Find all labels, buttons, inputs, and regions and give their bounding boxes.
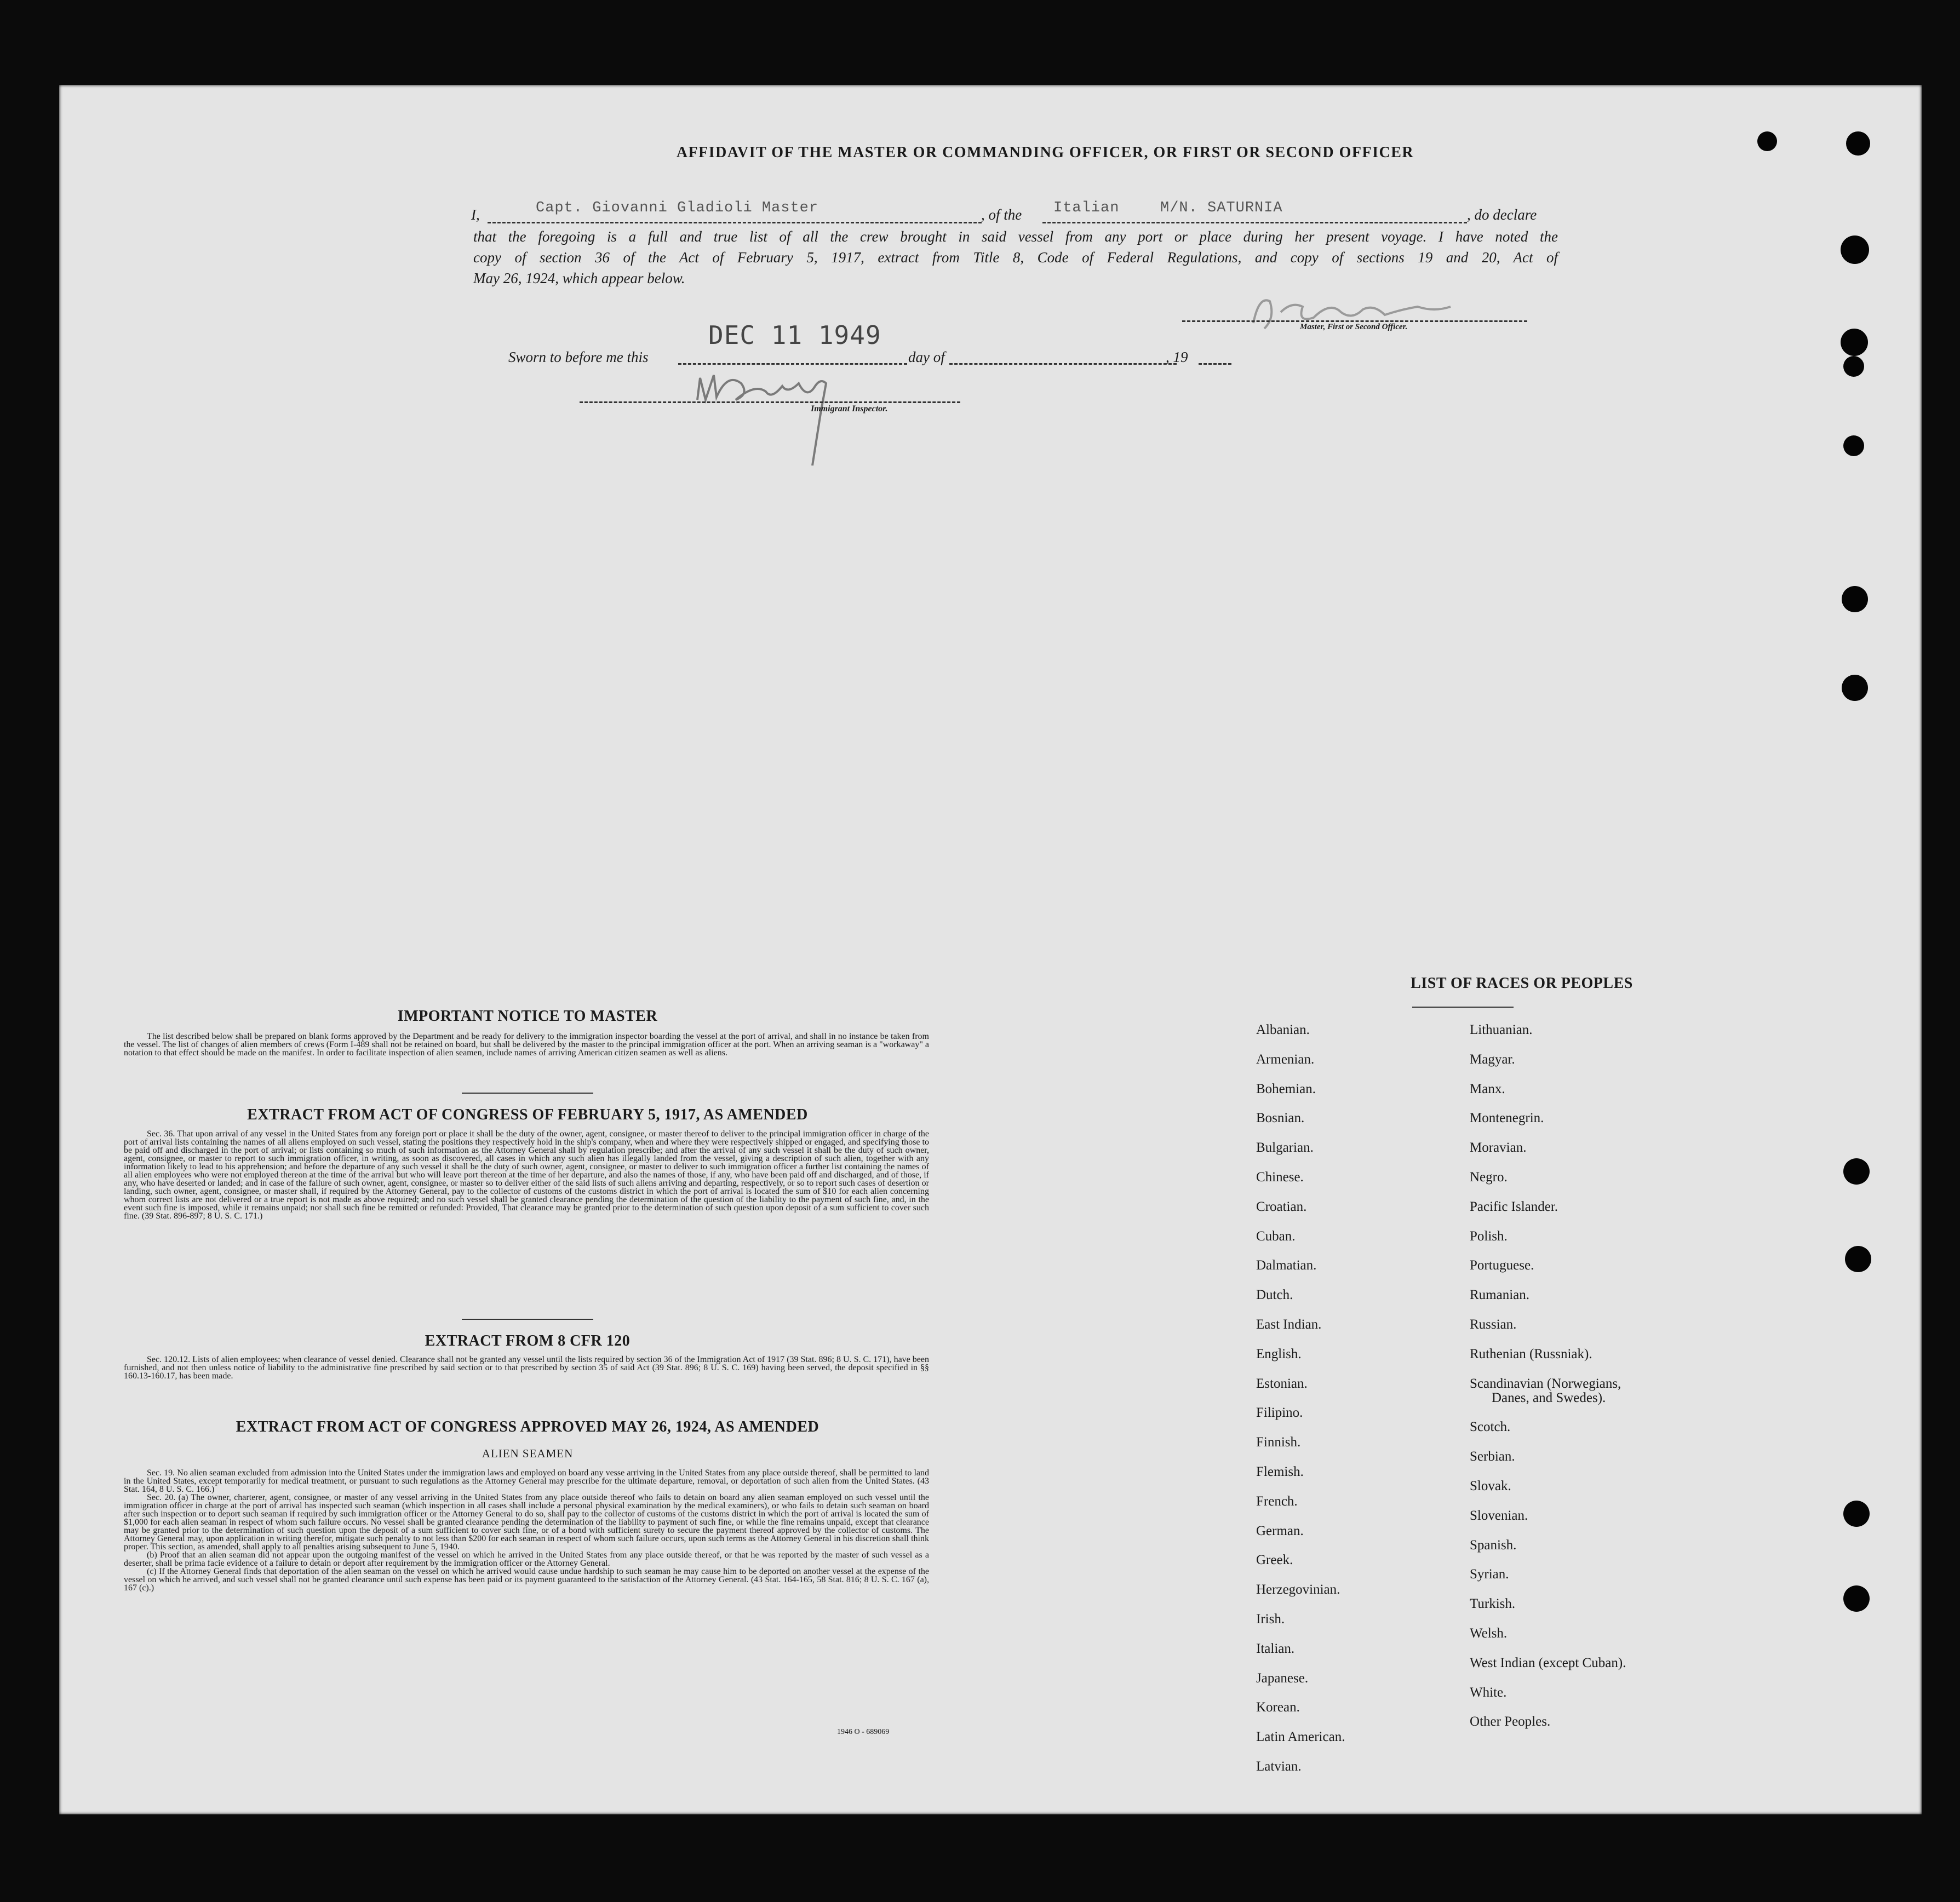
punch-hole bbox=[1843, 1585, 1870, 1612]
race-item: Moravian. bbox=[1470, 1140, 1527, 1156]
race-item: Cuban. bbox=[1256, 1228, 1296, 1244]
race-item: Welsh. bbox=[1470, 1626, 1508, 1641]
sworn-label: Sworn to before me this bbox=[508, 349, 649, 365]
race-item: Turkish. bbox=[1470, 1596, 1516, 1612]
inspector-signature-line bbox=[580, 401, 960, 403]
master-caption: Master, First or Second Officer. bbox=[1300, 323, 1408, 331]
race-item: Finnish. bbox=[1256, 1435, 1301, 1450]
race-item: Danes, and Swedes). bbox=[1492, 1390, 1606, 1405]
punch-hole bbox=[1843, 1501, 1870, 1527]
punch-hole bbox=[1842, 586, 1868, 612]
race-item: Greek. bbox=[1256, 1553, 1293, 1568]
race-item: Rumanian. bbox=[1470, 1288, 1530, 1303]
affidavit-line-3: copy of section 36 of the Act of February 5, 1917, extract from Title 8, Code of Federal Regulations, and copy of sections 19 and 20, Act of bbox=[473, 249, 1558, 266]
race-item: Dutch. bbox=[1256, 1288, 1293, 1303]
race-item: West Indian (except Cuban). bbox=[1470, 1655, 1626, 1670]
inspector-caption: Immigrant Inspector. bbox=[811, 404, 888, 413]
notice-body: The list described below shall be prepared on blank forms approved by the Department and be ready for delivery to the immigration inspector boarding the vessel at the port of arrival, and shall in no instance be taken from the vessel. The list of changes of alien members of crews (Form I-489 shall not be retained on board, but shall be delivered by the master to the principal immigration officer at the port. When an arriving seaman is a "workaway" a notation to that effect should be made on the manifest. In order to facilitate inspection of alien seamen, include names of arriving American citizen seamen as well as aliens. bbox=[124, 1032, 929, 1058]
punch-hole bbox=[1757, 131, 1777, 151]
race-item: Magyar. bbox=[1470, 1051, 1515, 1067]
punch-hole bbox=[1843, 1158, 1870, 1185]
race-item: White. bbox=[1470, 1685, 1507, 1700]
punch-hole bbox=[1841, 235, 1869, 264]
extract-cfr-title: EXTRACT FROM 8 CFR 120 bbox=[425, 1332, 631, 1349]
print-code: 1946 O - 689069 bbox=[837, 1728, 890, 1736]
race-item: Montenegrin. bbox=[1470, 1111, 1544, 1126]
race-item: Bohemian. bbox=[1256, 1081, 1316, 1096]
race-item: Bosnian. bbox=[1256, 1111, 1305, 1126]
date-stamp: DEC 11 1949 bbox=[708, 320, 881, 350]
affidavit-i-label: I, bbox=[471, 206, 480, 223]
month-line bbox=[949, 363, 1177, 365]
sec-20b: (b) Proof that an alien seaman did not appear upon the outgoing manifest of the vessel on which he arrived in the United States from any place outside thereof, or that he was reported by the master of such vessel as a deserter, shall be prima facie evidence of a failure to detain or deport after requirement by the immigration officer or the Attorney General. bbox=[124, 1550, 929, 1568]
race-item: Korean. bbox=[1256, 1700, 1300, 1715]
extract-1924-title: EXTRACT FROM ACT OF CONGRESS APPROVED MAY 26, 1924, AS AMENDED bbox=[236, 1418, 819, 1435]
notice-title: IMPORTANT NOTICE TO MASTER bbox=[397, 1008, 658, 1025]
extract-1917-title: EXTRACT FROM ACT OF CONGRESS OF FEBRUARY 5, 1917, AS AMENDED bbox=[247, 1106, 808, 1123]
sec-19: Sec. 19. No alien seaman excluded from admission into the United States under the immigration laws and employed on board any vesse arriving in the United States from any place outside thereof, shall be permitted to land in the United States, except temporarily for medical treatment, or pursuant to such regulations as the Attorney General may prescribe for the ultimate departure, removal, or deportation of such alien from the United States. (43 Stat. 164, 8 U. S. C. 166.) bbox=[124, 1468, 929, 1494]
day-of-label: day of bbox=[908, 349, 945, 365]
race-item: Negro. bbox=[1470, 1170, 1508, 1185]
race-item: Latvian. bbox=[1256, 1759, 1302, 1774]
races-divider bbox=[1412, 1007, 1514, 1008]
race-item: Chinese. bbox=[1256, 1170, 1304, 1185]
sec-20c: (c) If the Attorney General finds that deportation of the alien seaman on the vessel on which he arrived would cause undue hardship to such seaman he may cause him to be deported on another vessel at the expense of the vessel on which he arrived, and such vessel shall not be granted clearance until such expense has been paid or its payment guaranteed to the satisfaction of the Attorney General. (43 Stat. 164-165, 58 Stat. 816; 8 U. S. C. 167 (a), 167 (c).) bbox=[124, 1567, 929, 1593]
race-item: Estonian. bbox=[1256, 1376, 1308, 1391]
race-item: Flemish. bbox=[1256, 1464, 1304, 1479]
race-item: Pacific Islander. bbox=[1470, 1199, 1558, 1214]
race-item: Japanese. bbox=[1256, 1670, 1309, 1686]
race-item: English. bbox=[1256, 1346, 1302, 1361]
race-item: Other Peoples. bbox=[1470, 1714, 1551, 1729]
race-item: Scandinavian (Norwegians, bbox=[1470, 1376, 1621, 1391]
extract-1924-body bbox=[124, 1469, 929, 1592]
punch-hole bbox=[1842, 675, 1868, 701]
race-item: Dalmatian. bbox=[1256, 1258, 1317, 1273]
race-item: Spanish. bbox=[1470, 1537, 1517, 1553]
alien-seamen-subtitle: ALIEN SEAMEN bbox=[482, 1447, 574, 1460]
race-item: Filipino. bbox=[1256, 1405, 1303, 1421]
sec-20a: Sec. 20. (a) The owner, charterer, agent, consignee, or master of any vessel arriving in the United States from any place outside thereof who fails to detain on board any alien seaman employed on such vessel until the immigration officer in charge at the port of arrival has inspected such seaman (which inspection in all cases shall include a personal physical examination by the medical examiners), or who fails to detain such seaman on board after such inspection or to deport such seaman if required by such immigration officer or the Attorney General to do so, shall pay to the collector of customs of the customs district in which the port of arrival is located the sum of $1,000 for each alien seaman in respect of whom such failure occurs. No vessel shall be granted clearance pending the determination of the liability to payment of such fine, or while the fine remains unpaid, except that clearance may be granted prior to the determination of such question upon the deposit of a sum sufficient to cover such fine, or of a bond with sufficient surety to secure the payment thereof approved by the collector of customs. The Attorney General may, upon application in writing therefor, mitigate such penalty to not less than $200 for each seaman in respect of whom such failure occurs, upon such terms as the Attorney General in his discretion shall think proper. This section, as amended, shall apply to all penalties arising subsequent to June 5, 1940. bbox=[124, 1493, 929, 1552]
punch-hole bbox=[1846, 131, 1870, 156]
race-item: Scotch. bbox=[1470, 1420, 1511, 1435]
race-item: Irish. bbox=[1256, 1612, 1285, 1627]
punch-hole bbox=[1841, 329, 1868, 356]
race-item: Slovak. bbox=[1470, 1479, 1511, 1493]
year-prefix: , 19 bbox=[1166, 349, 1188, 365]
document-page bbox=[59, 85, 1922, 1814]
punch-hole bbox=[1843, 435, 1864, 456]
races-title: LIST OF RACES OR PEOPLES bbox=[1411, 975, 1633, 992]
race-item: Albanian. bbox=[1256, 1022, 1310, 1037]
vessel-line bbox=[1042, 222, 1467, 223]
race-item: Armenian. bbox=[1256, 1051, 1315, 1067]
race-item: Russian. bbox=[1470, 1317, 1517, 1332]
race-item: Serbian. bbox=[1470, 1449, 1515, 1464]
year-line bbox=[1199, 363, 1231, 365]
divider bbox=[462, 1319, 593, 1320]
of-the-label: , of the bbox=[981, 206, 1022, 223]
extract-cfr-body: Sec. 120.12. Lists of alien employees; when clearance of vessel denied. Clearance shall not be granted any vessel until the lists required by section 36 of the Immigration Act of 1917 (39 Stat. 896; 8 U. S. C. 171), have been furnished, and not then unless notice of liability to the administrative fine prescribed by said section or to that prescribed by section 35 of said Act (39 Stat. 896; 8 U. S. C. 169) having been served, the deposit specified in §§ 160.13-160.17, has been made. bbox=[124, 1355, 929, 1381]
race-item: Polish. bbox=[1470, 1228, 1508, 1244]
punch-hole bbox=[1845, 1246, 1871, 1272]
race-item: Croatian. bbox=[1256, 1199, 1307, 1214]
declarant-line bbox=[488, 222, 982, 223]
affidavit-line-2: that the foregoing is a full and true list of all the crew brought in said vessel from any port or place during her present voyage. I have noted the bbox=[473, 228, 1558, 245]
race-item: Manx. bbox=[1470, 1081, 1505, 1096]
punch-hole bbox=[1843, 356, 1864, 377]
race-item: Bulgarian. bbox=[1256, 1140, 1314, 1156]
affidavit-line-4: May 26, 1924, which appear below. bbox=[473, 270, 685, 286]
race-item: Slovenian. bbox=[1470, 1508, 1528, 1523]
affidavit-title: AFFIDAVIT OF THE MASTER OR COMMANDING OFFICER, OR FIRST OR SECOND OFFICER bbox=[676, 144, 1414, 161]
extract-1917-body: Sec. 36. That upon arrival of any vessel in the United States from any foreign port or place it shall be the duty of the owner, agent, consignee, or master thereof to deliver to the principal immigration officer in charge of the port of arrival lists containing the names of all aliens employed on such vessel, stating the positions they respectively hold in the ship's company, when and where they were respectively shipped or engaged, and specifying those to be paid off and discharged in the port of arrival; or lists containing so much of such information as the Attorney General shall by regulation prescribe; and after the arrival of any such vessel it shall be the duty of such owner, agent, consignee, or master to report to such immigration officer, in writing, as soon as discovered, all cases in which any such alien has illegally landed from the vessel, giving a description of such alien, together with any information likely to lead to his apprehension; and before the departure of any such vessel it shall be the duty of such owner, agent, consignee, or master to deliver to such immigration officer a further list containing the names of all alien employees who were not employed thereon at the time of the arrival but who will leave port thereon at the time of her departure, and also the names of those, if any, who have been paid off and discharged, and of those, if any, who have deserted or landed; and in case of the failure of such owner, agent, consignee, or master so to deliver either of the said lists of such aliens arriving and departing, respectively, or so to report such cases of desertion or landing, such owner, agent, consignee, or master shall, if required by the Attorney General, pay to the collector of customs of the customs district in which the port of arrival is located the sum of $10 for each alien concerning whom correct lists are not delivered or a true report is not made as above required; and no such vessel shall be granted clearance pending the determination of the question of the liability to the payment of such fine, and, in the event such fine is imposed, while it remains unpaid; nor shall such fine be remitted or refunded: Provided, That clearance may be granted prior to the determination of such question upon deposit of a sum sufficient to cover such fine. (39 Stat. 896-897; 8 U. S. C. 171.) bbox=[124, 1129, 929, 1221]
race-item: French. bbox=[1256, 1493, 1298, 1509]
race-item: Portuguese. bbox=[1470, 1258, 1534, 1273]
declarant-name: Capt. Giovanni Gladioli Master bbox=[536, 200, 819, 216]
race-item: Herzegovinian. bbox=[1256, 1582, 1340, 1598]
do-declare-label: , do declare bbox=[1467, 206, 1537, 223]
race-item: Lithuanian. bbox=[1470, 1022, 1533, 1037]
race-item: Syrian. bbox=[1470, 1567, 1509, 1582]
race-item: Italian. bbox=[1256, 1641, 1295, 1656]
vessel-nationality: Italian bbox=[1053, 200, 1120, 216]
race-item: Latin American. bbox=[1256, 1729, 1345, 1745]
vessel-name: M/N. SATURNIA bbox=[1160, 200, 1283, 216]
race-item: Ruthenian (Russniak). bbox=[1470, 1346, 1592, 1361]
race-item: German. bbox=[1256, 1523, 1304, 1538]
divider bbox=[462, 1093, 593, 1094]
race-item: East Indian. bbox=[1256, 1317, 1322, 1332]
inspector-signature bbox=[689, 361, 864, 471]
